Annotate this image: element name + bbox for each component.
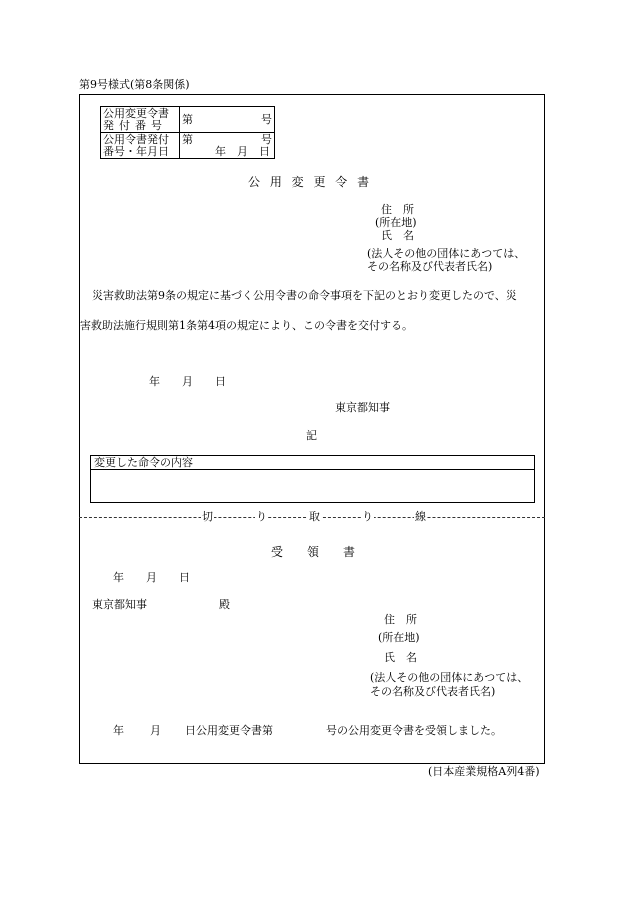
address-label: 住 所 — [381, 203, 414, 216]
name-label: 氏 名 — [381, 229, 414, 242]
receipt-addressee: 東京都知事 — [92, 598, 147, 611]
row1-label — [101, 107, 180, 133]
receipt-dono: 殿 — [219, 598, 230, 611]
corp-note-line1: (法人その他の団体にあつては、 — [367, 247, 526, 260]
issue-number-table — [100, 106, 275, 159]
order-date: 年 月 日 — [149, 375, 226, 388]
cut-line-char: り — [362, 510, 373, 523]
form-number-header: 第9号様式(第8条関係) — [79, 78, 190, 91]
order-body-line2: 害救助法施行規則第1条第4項の規定により、この令書を交付する。 — [80, 319, 413, 332]
row2-value — [180, 133, 275, 159]
row1-value — [180, 107, 275, 133]
receipt-final-day-text: 日公用変更令書第 — [185, 724, 273, 737]
receipt-address-label: 住 所 — [384, 613, 417, 626]
row2-label-line1: 公用令書発付 — [103, 132, 169, 146]
receipt-location-label: (所在地) — [378, 631, 420, 644]
row1-prefix: 第 — [182, 112, 193, 126]
receipt-corp-note-line2: その名称及び代表者氏名) — [370, 685, 496, 698]
receipt-final-year: 年 — [113, 724, 124, 737]
changed-content-label: 変更した命令の内容 — [91, 456, 534, 470]
cut-line-char: 切 — [202, 510, 213, 523]
corp-note-line2: その名称及び代表者氏名) — [367, 260, 493, 273]
table-row — [101, 133, 275, 159]
row2-label — [101, 133, 180, 159]
cut-line-char: 取 — [309, 510, 320, 523]
order-title: 公 用 変 更 令 書 — [248, 175, 370, 189]
table-row — [101, 107, 275, 133]
row2-label-line2: 番号・年月日 — [103, 144, 169, 158]
paper-size-note: (日本産業規格A列4番) — [428, 765, 540, 778]
row1-label-line1: 公用変更令書 — [103, 106, 169, 120]
receipt-date: 年 月 日 — [113, 571, 190, 584]
receipt-final-month: 月 — [150, 724, 161, 737]
row2-suffix: 号 — [261, 132, 272, 146]
row2-prefix: 第 — [182, 132, 193, 146]
cut-line-char: 線 — [415, 510, 426, 523]
ki-label: 記 — [306, 429, 317, 442]
row1-suffix: 号 — [261, 112, 272, 126]
receipt-name-label: 氏 名 — [384, 651, 417, 664]
receipt-final-tail: 号の公用変更令書を受領しました。 — [326, 724, 502, 737]
cut-line-char: り — [256, 510, 267, 523]
location-label: (所在地) — [375, 216, 417, 229]
receipt-corp-note-line1: (法人その他の団体にあつては、 — [370, 671, 529, 684]
receipt-title: 受 領 書 — [271, 545, 356, 559]
issuer: 東京都知事 — [335, 401, 390, 414]
changed-content-box — [90, 455, 535, 503]
row1-label-line2: 発付番号 — [103, 118, 167, 132]
row2-date: 年 月 日 — [215, 144, 270, 158]
order-body-line1: 災害救助法第9条の規定に基づく公用令書の命令事項を下記のとおり変更したので、災 — [92, 289, 517, 302]
